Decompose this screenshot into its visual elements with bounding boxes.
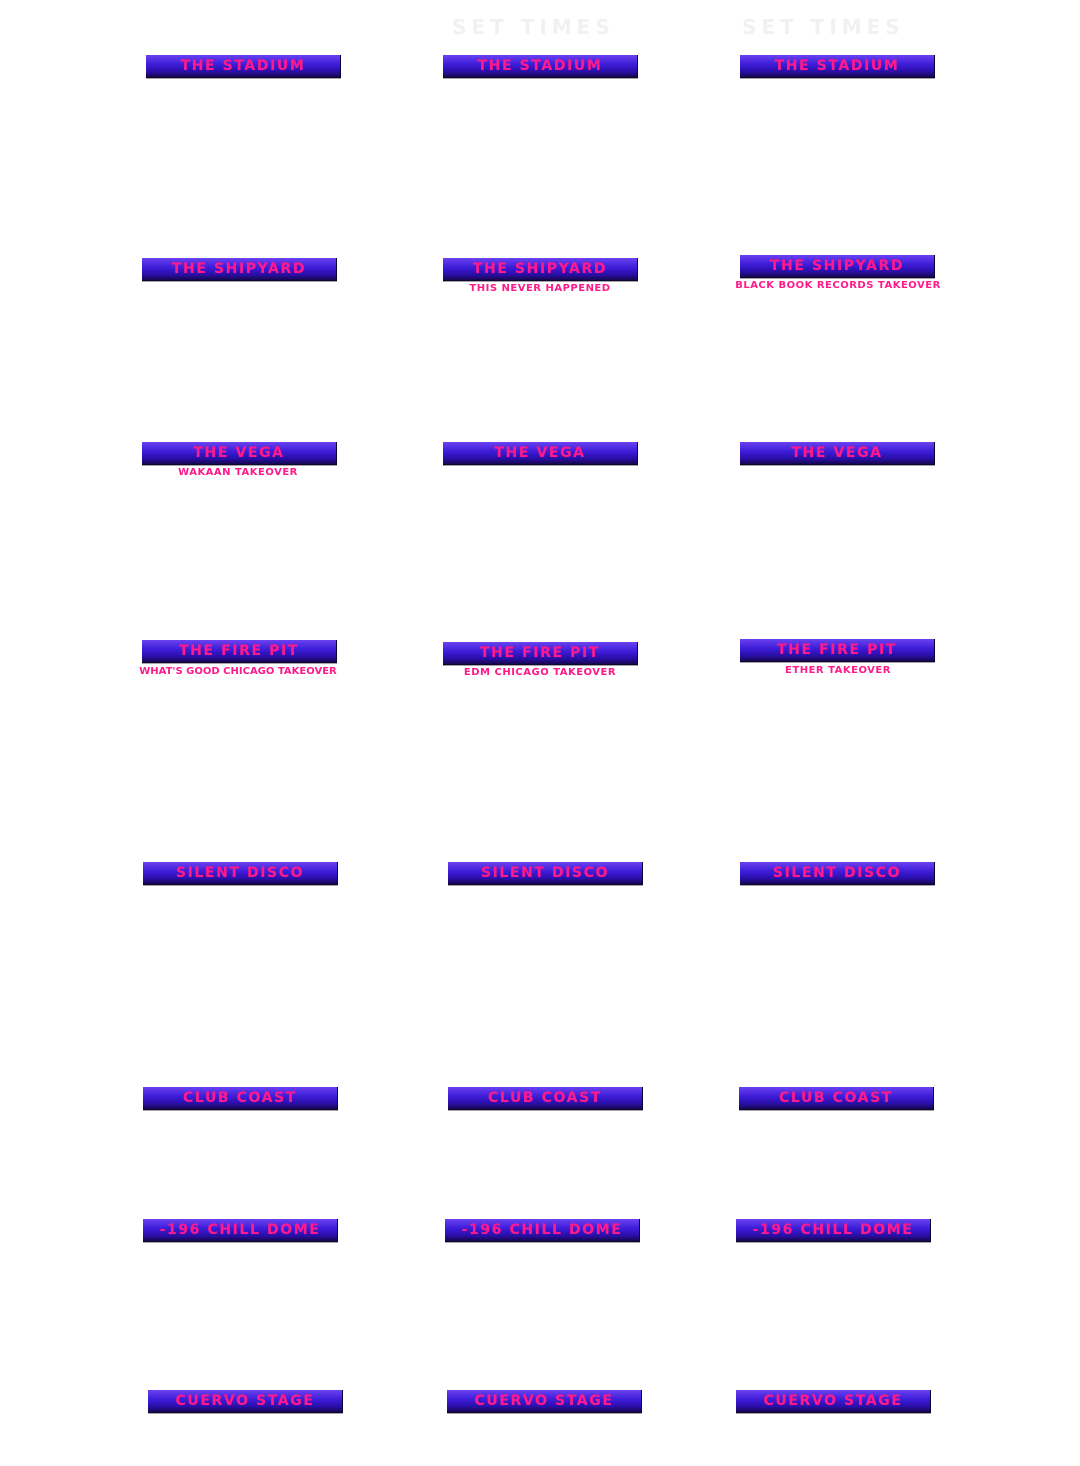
stage-tile-cuervo-2[interactable]: CUERVO STAGE xyxy=(447,1390,642,1413)
stage-tile-vega-2[interactable]: THE VEGA xyxy=(443,442,638,465)
stage-tile-club-coast-2[interactable]: CLUB COAST xyxy=(448,1087,643,1110)
stage-tile-club-coast-1[interactable]: CLUB COAST xyxy=(143,1087,338,1110)
takeover-label-firepit-3: ETHER TAKEOVER xyxy=(785,665,891,676)
stage-tile-chill-dome-1[interactable]: -196 CHILL DOME xyxy=(143,1219,338,1242)
stage-tile-shipyard-1[interactable]: THE SHIPYARD xyxy=(142,258,337,281)
stage-tile-firepit-2[interactable]: THE FIRE PIT xyxy=(443,642,638,665)
ghost-header-3: SET TIMES xyxy=(742,15,905,39)
stage-tile-chill-dome-3[interactable]: -196 CHILL DOME xyxy=(736,1219,931,1242)
stage-tile-vega-3[interactable]: THE VEGA xyxy=(740,442,935,465)
stage-tile-cuervo-3[interactable]: CUERVO STAGE xyxy=(736,1390,931,1413)
stage-tile-silent-disco-2[interactable]: SILENT DISCO xyxy=(448,862,643,885)
takeover-label-firepit-2: EDM CHICAGO TAKEOVER xyxy=(463,667,617,678)
ghost-header-2: SET TIMES xyxy=(452,15,615,39)
stage-tile-stadium-2[interactable]: THE STADIUM xyxy=(443,55,638,78)
stage-tile-firepit-3[interactable]: THE FIRE PIT xyxy=(740,639,935,662)
stage-tile-club-coast-3[interactable]: CLUB COAST xyxy=(739,1087,934,1110)
stage-tile-shipyard-2[interactable]: THE SHIPYARD xyxy=(443,258,638,281)
stage-tile-silent-disco-3[interactable]: SILENT DISCO xyxy=(740,862,935,885)
takeover-label-vega-1: WAKAAN TAKEOVER xyxy=(178,467,298,478)
stage-tile-firepit-1[interactable]: THE FIRE PIT xyxy=(142,640,337,663)
stage-tile-chill-dome-2[interactable]: -196 CHILL DOME xyxy=(445,1219,640,1242)
stage-tile-vega-1[interactable]: THE VEGA xyxy=(142,442,337,465)
takeover-label-firepit-1: WHAT'S GOOD CHICAGO TAKEOVER xyxy=(139,666,337,677)
stage-tile-cuervo-1[interactable]: CUERVO STAGE xyxy=(148,1390,343,1413)
stage-tile-stadium-1[interactable]: THE STADIUM xyxy=(146,55,341,78)
stage-tile-shipyard-3[interactable]: THE SHIPYARD xyxy=(740,255,935,278)
stage-tile-stadium-3[interactable]: THE STADIUM xyxy=(740,55,935,78)
stage-tile-silent-disco-1[interactable]: SILENT DISCO xyxy=(143,862,338,885)
takeover-label-shipyard-3: BLACK BOOK RECORDS TAKEOVER xyxy=(735,280,941,291)
takeover-label-shipyard-2: THIS NEVER HAPPENED xyxy=(469,283,611,294)
